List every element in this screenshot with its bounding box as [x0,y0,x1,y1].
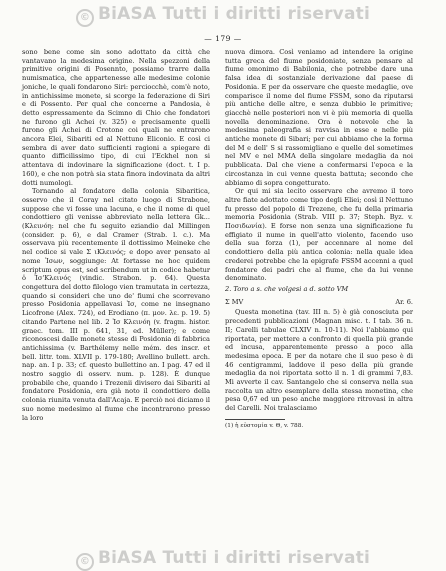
right-paragraph-2: Or qui mi sia lecito osservare che avremo il toro altre fiate adottato come tipo degli Eliei; così il Nettuno fu presso del popolo di Trezene, che fu della primaria memoria Posidonia (Strab. VIII p. 37; Steph. Byz. v. Ποσιδωνία). E forse non senza una significazione fu effigiato il nume in quell'atto violento, facendo uso della sua forza (1), per accennare al nome del condottiero della più antica colonia: nella quale idea crederei potrebbe che la epigrafe FSSM accenni a quel fondatore dei padri che al fiume, che da lui venne denominato. [225,187,413,283]
left-paragraph-2: Tornando al fondatore della colonia Sibaritica, osservo che il Coray nel citato luogo di Strabone, suppose che vi fosse una lacuna, e che il nome di quel condottiero gli venisse abbreviato nella lettera Gk... (Κλεινόη: nel che fu seguito eziandio dal Millingen (consider. p. 6), e dal Cramer (Strab. l. c.). Ma osservava più recentemente il dottissimo Meineke che nel codice si vale Σ ιΚλεινός; e dopo aver pensato al nome Ἰσων, soggiunge: At fortasse ne hoc quidem scriptum opus est, sed scribendum ut in codice habetur ὁ Ἰσ'Κλεινός (vindic. Strabon. p. 64). Questa congettura del dotto filologo vien tramutata in certezza, quando si consideri che uno de' fiumi che scorrevano presso Posidonia appellavasi Ἰσ, come ne insegnano Licofrone (Alex. 724), ed Erodiano (π. μον. λε. p. 19. 5) citando Partene nel lib. 2 Ἰσ Κλεινόη (v. fragm. histor. graec. tom. III p. 641, 31, ed. Müller); e come riconoscesi dalle monete stesse di Posidonia di fabbrica antichissima (v. Barthélemy nelle mém. des inscr. et bell. littr. tom. XLVII p. 179-180; Avellino bullett. arch. nap. an. I p. 33; cf. questo bullettino an. I pag. 47 ed il nostro saggio di osserv. num. p. 128). È dunque probabile che, quando i Trezenii divisero dai Sibariti al fondatore Posidonia, era già noto il condottiero della colonia riunita venuta dall'Acaja. E perciò noi diciamo il suo nome medesimo al fiume che incontrarono presso la loro [22,187,210,422]
footnote-divider [225,419,285,420]
footnote: (1) ἡ εὐστομία v. Θ, v. 788. [225,422,304,429]
watermark-bottom [0,548,446,571]
coin-metal-size: Ar. 6. [395,297,413,306]
coin-entry-heading [225,285,413,294]
right-paragraph-3: Questa monetina (tav. III n. 5) è già conosciuta per precedenti pubblicazioni (Magnan misc. t. I tab. 36 n. II; Carelli tabulae CLXIV n. 10-11). Noi l'abbiamo qui riportata, per mettere a confronto di quella più grande ed incusa, apparentemente presso a poco alla medesima epoca. E per da notare che il suo peso è di 46 centigrammi, laddove il peso della più grande medaglia da noi riportata sotto il n. 1 di grammi 7,83. Mi avverte il cav. Santangelo che si conserva nella sua raccolta un altro esemplare della stessa monetina, che pesa 0,67 ed un peso anche maggiore ritrovasi in altra del Carelli. Noi tralasciamo [225,308,413,413]
right-paragraph-1: nuova dimora. Così veniamo ad intendere la origine tutta greca del fiume posidoniate, senza pensare al fiume omonimo di Babilonia, che potrebbe dare una falsa idea di sostanziale derivazione dal paese di Posidonia. E per da osservare che queste medaglie, ove comparisce il nome del fiume FSSM, sono da riputarsi più antiche delle altre, e senza dubbio le primitive; giacchè nelle posteriori non vi è più memoria di quella novella denominazione. Ora è notevole che la medesima paleografia si ravvisa in esse e nelle più antiche monete di Sibari; per cui abbiamo che la forma del M e dell' S si rassomigliano e quelle del sometimes nel MV e nel MMA della singolare medaglia da noi pubblicata. Dal che viene a confermarsi l'epoca e la circostanza in cui venne questa battuta; secondo che abbiamo di sopra congetturato. [225,48,413,187]
watermark-text-bottom: BiASA Tutti i diritti riservati [98,548,370,568]
watermark-top [0,4,446,27]
coin-entry-legend-row [225,298,413,307]
coin-entry-description: 2. Toro a s. che volgesi a d. sotto VM [225,284,349,293]
watermark-text: BiASA Tutti i diritti riservati [98,4,370,24]
library-logo-icon-bottom: © [76,553,94,571]
right-column [225,48,413,430]
coin-legend: Ʃ MV [225,297,244,306]
page-header: — 179 — [204,34,242,43]
library-logo-icon: © [76,9,94,27]
left-column [22,48,210,422]
left-paragraph-1: sono bene come sin sono adottato da città che vantavano la medesima origine. Nella spezzoni della primitive origini di Posennto, possiamo trarre dalla numismatica, che appartenesse alle medesime colonie joniche, le quali fondarono Siri: perciocchè, com'è noto, in antichissime monete, si scorge la federazione di Siri e di Possento. Per qual che concerne a Pandosia, è detto espressamente da Scimno di Chio che fondatori ne furono gli Achei (v. 325) e precisamente quelli furono gli Achei di Crotone coi quali ne entrarono ancora Elei, Sibariti ed al Nettuno Eliconio. E così ci sembra di aver dato sufficienti ragioni a spiegare di quanto difficilissimo tipo, di cui l'Eckhel non si attentava di indovinare la significazione (doct. t. I p. 160), e che non potrà sia stata finora indovinata da altri dotti numologi. [22,48,210,187]
